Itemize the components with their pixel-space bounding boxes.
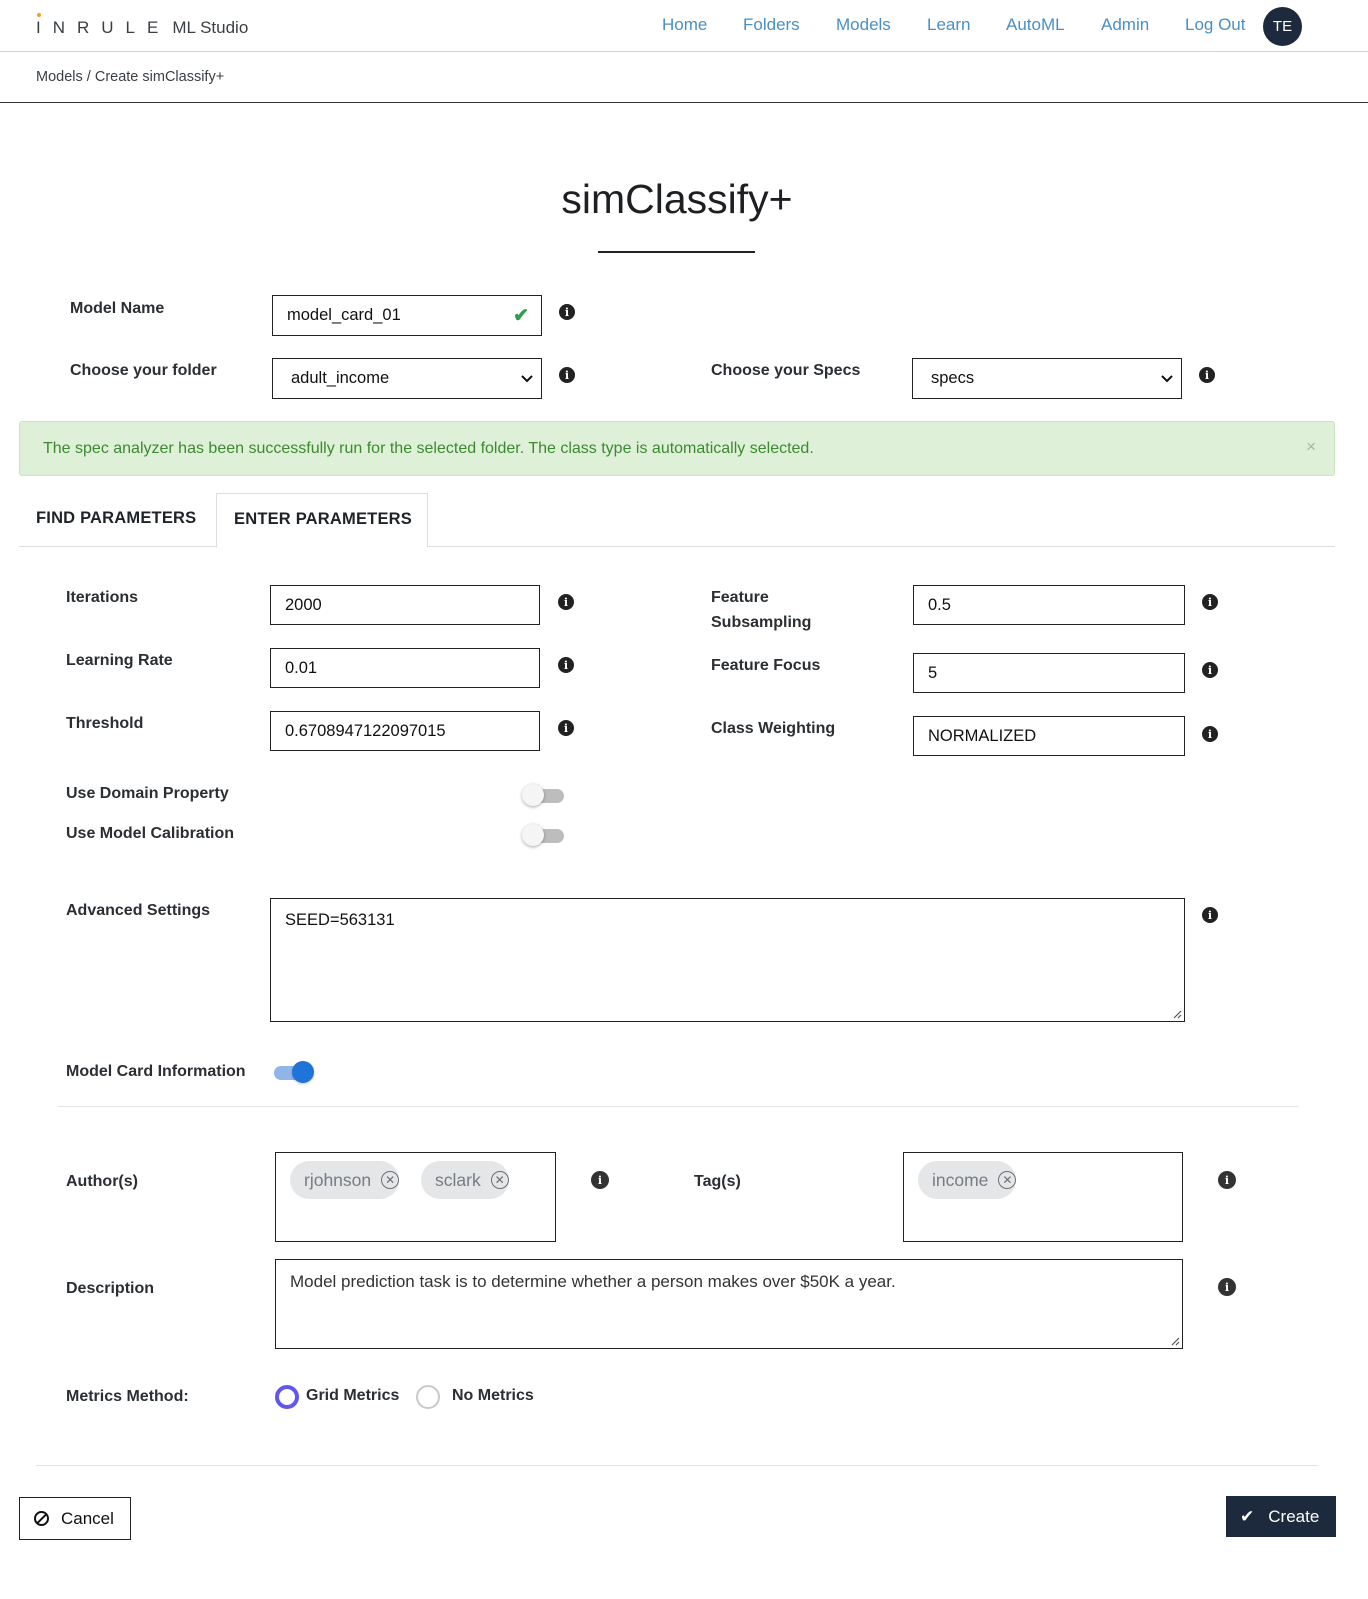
description-info-icon[interactable]: i xyxy=(1218,1278,1236,1296)
tab-find-parameters[interactable]: FIND PARAMETERS xyxy=(36,509,197,527)
breadcrumb-current: Create simClassify+ xyxy=(94,69,225,85)
page-title: simClassify+ xyxy=(561,176,793,222)
feature-subsampling-info-icon[interactable]: i xyxy=(1202,594,1218,610)
model-name-label: Model Name xyxy=(70,300,165,317)
tags-label: Tag(s) xyxy=(694,1173,741,1190)
learning-rate-label: Learning Rate xyxy=(66,652,173,669)
model-card-toggle[interactable] xyxy=(270,1061,314,1083)
grid-metrics-radio[interactable] xyxy=(275,1385,299,1409)
advanced-settings-info-icon[interactable]: i xyxy=(1202,907,1218,923)
iterations-info-icon[interactable]: i xyxy=(558,594,574,610)
breadcrumb-bar xyxy=(0,52,1368,103)
folder-select-value: adult_income xyxy=(291,369,390,387)
advanced-settings-label: Advanced Settings xyxy=(66,902,211,919)
folder-info-icon[interactable]: i xyxy=(559,367,575,383)
breadcrumb xyxy=(36,69,224,85)
learning-rate-info-icon[interactable]: i xyxy=(558,657,574,673)
user-avatar[interactable]: TE xyxy=(1263,7,1302,46)
feature-focus-input[interactable] xyxy=(913,653,1185,693)
author-chip-label: sclark xyxy=(435,1169,481,1190)
threshold-label: Threshold xyxy=(66,715,144,732)
learning-rate-input[interactable] xyxy=(270,648,540,688)
logo-product: ML Studio xyxy=(172,18,249,37)
authors-input[interactable] xyxy=(275,1152,556,1242)
description-label: Description xyxy=(66,1280,155,1297)
tab-enter-parameters[interactable]: ENTER PARAMETERS xyxy=(234,510,412,528)
specs-info-icon[interactable]: i xyxy=(1199,367,1215,383)
model-name-value: model_card_01 xyxy=(287,306,401,324)
footer-divider xyxy=(36,1465,1318,1466)
author-chip-label: rjohnson xyxy=(304,1169,372,1190)
feature-focus-value: 5 xyxy=(928,663,938,682)
alert-message: The spec analyzer has been successfully run for the selected folder. The class type is automatically selected. xyxy=(43,439,814,457)
top-navbar xyxy=(0,0,1368,52)
use-model-calibration-toggle[interactable] xyxy=(522,824,566,846)
toggle-knob xyxy=(522,824,544,846)
toggle-knob xyxy=(522,784,544,806)
model-name-input[interactable] xyxy=(272,295,542,336)
feature-subsampling-value: 0.5 xyxy=(928,595,951,614)
use-model-calibration-label: Use Model Calibration xyxy=(66,825,235,842)
iterations-value: 2000 xyxy=(285,595,322,614)
grid-metrics-label[interactable]: Grid Metrics xyxy=(306,1387,400,1404)
threshold-value: 0.6708947122097015 xyxy=(285,721,446,740)
remove-chip-icon[interactable]: ✕ xyxy=(381,1171,399,1189)
class-weighting-input[interactable] xyxy=(913,716,1185,756)
valid-check-icon: ✔ xyxy=(513,305,529,326)
model-name-info-icon[interactable]: i xyxy=(559,304,575,320)
tags-info-icon[interactable]: i xyxy=(1218,1171,1236,1189)
feature-subsampling-input[interactable] xyxy=(913,585,1185,625)
learning-rate-value: 0.01 xyxy=(285,658,318,677)
specs-select-value: specs xyxy=(931,369,975,387)
resize-grip-icon[interactable] xyxy=(1170,1336,1180,1346)
feature-focus-info-icon[interactable]: i xyxy=(1202,662,1218,678)
tag-chip[interactable] xyxy=(918,1161,1016,1199)
chevron-down-icon xyxy=(521,375,533,383)
advanced-settings-textarea[interactable] xyxy=(270,898,1185,1022)
no-metrics-radio[interactable] xyxy=(416,1385,440,1409)
feature-subsampling-label-line1: Feature xyxy=(711,589,769,606)
nav-models[interactable]: Models xyxy=(836,15,891,34)
author-chip[interactable] xyxy=(421,1161,509,1199)
create-button[interactable] xyxy=(1226,1496,1336,1537)
metrics-method-label: Metrics Method: xyxy=(66,1388,189,1405)
remove-chip-icon[interactable]: ✕ xyxy=(491,1171,509,1189)
iterations-input[interactable] xyxy=(270,585,540,625)
logo-dot xyxy=(37,13,41,17)
iterations-label: Iterations xyxy=(66,589,139,606)
no-metrics-label[interactable]: No Metrics xyxy=(452,1387,534,1404)
class-weighting-value: NORMALIZED xyxy=(928,726,1037,745)
class-weighting-info-icon[interactable]: i xyxy=(1202,726,1218,742)
close-icon[interactable]: × xyxy=(1306,437,1316,456)
cancel-button[interactable] xyxy=(19,1497,131,1540)
specs-label: Choose your Specs xyxy=(711,362,861,379)
nav-logout[interactable]: Log Out xyxy=(1185,15,1246,34)
use-domain-property-toggle[interactable] xyxy=(522,784,566,806)
authors-info-icon[interactable]: i xyxy=(591,1171,609,1189)
folder-select[interactable] xyxy=(272,358,542,399)
class-weighting-label: Class Weighting xyxy=(711,720,836,737)
specs-select[interactable] xyxy=(912,358,1182,399)
model-card-label: Model Card Information xyxy=(66,1063,246,1080)
description-textarea[interactable] xyxy=(275,1259,1183,1349)
description-value: Model prediction task is to determine whether a person makes over $50K a year. xyxy=(290,1272,896,1291)
breadcrumb-separator: / xyxy=(82,69,95,85)
create-button-label: Create xyxy=(1268,1506,1320,1526)
section-divider xyxy=(58,1106,1298,1107)
tag-chip-label: income xyxy=(932,1169,989,1190)
toggle-knob xyxy=(292,1061,314,1083)
advanced-settings-value: SEED=563131 xyxy=(285,911,395,929)
nav-automl[interactable]: AutoML xyxy=(1006,15,1065,34)
folder-label: Choose your folder xyxy=(70,362,217,379)
cancel-button-label: Cancel xyxy=(61,1508,114,1528)
remove-chip-icon[interactable]: ✕ xyxy=(998,1171,1016,1189)
app-logo[interactable] xyxy=(36,18,248,38)
tags-input[interactable] xyxy=(903,1152,1183,1242)
feature-subsampling-label-line2: Subsampling xyxy=(711,614,812,631)
resize-grip-icon[interactable] xyxy=(1172,1009,1182,1019)
use-domain-property-label: Use Domain Property xyxy=(66,785,229,802)
author-chip[interactable] xyxy=(290,1161,399,1199)
feature-focus-label: Feature Focus xyxy=(711,657,821,674)
logo-brand: INRULE xyxy=(36,18,171,37)
threshold-input[interactable] xyxy=(270,711,540,751)
feature-subsampling-label xyxy=(711,585,811,635)
ban-icon xyxy=(34,1511,49,1526)
authors-label: Author(s) xyxy=(66,1173,138,1190)
nav-admin[interactable]: Admin xyxy=(1101,15,1150,34)
breadcrumb-models-link[interactable]: Models xyxy=(36,69,83,85)
nav-folders[interactable]: Folders xyxy=(743,15,800,34)
nav-learn[interactable]: Learn xyxy=(927,15,971,34)
success-alert xyxy=(19,421,1335,476)
nav-home[interactable]: Home xyxy=(662,15,708,34)
threshold-info-icon[interactable]: i xyxy=(558,720,574,736)
check-icon: ✔ xyxy=(1240,1506,1255,1526)
title-underline xyxy=(598,251,755,253)
chevron-down-icon xyxy=(1161,375,1173,383)
